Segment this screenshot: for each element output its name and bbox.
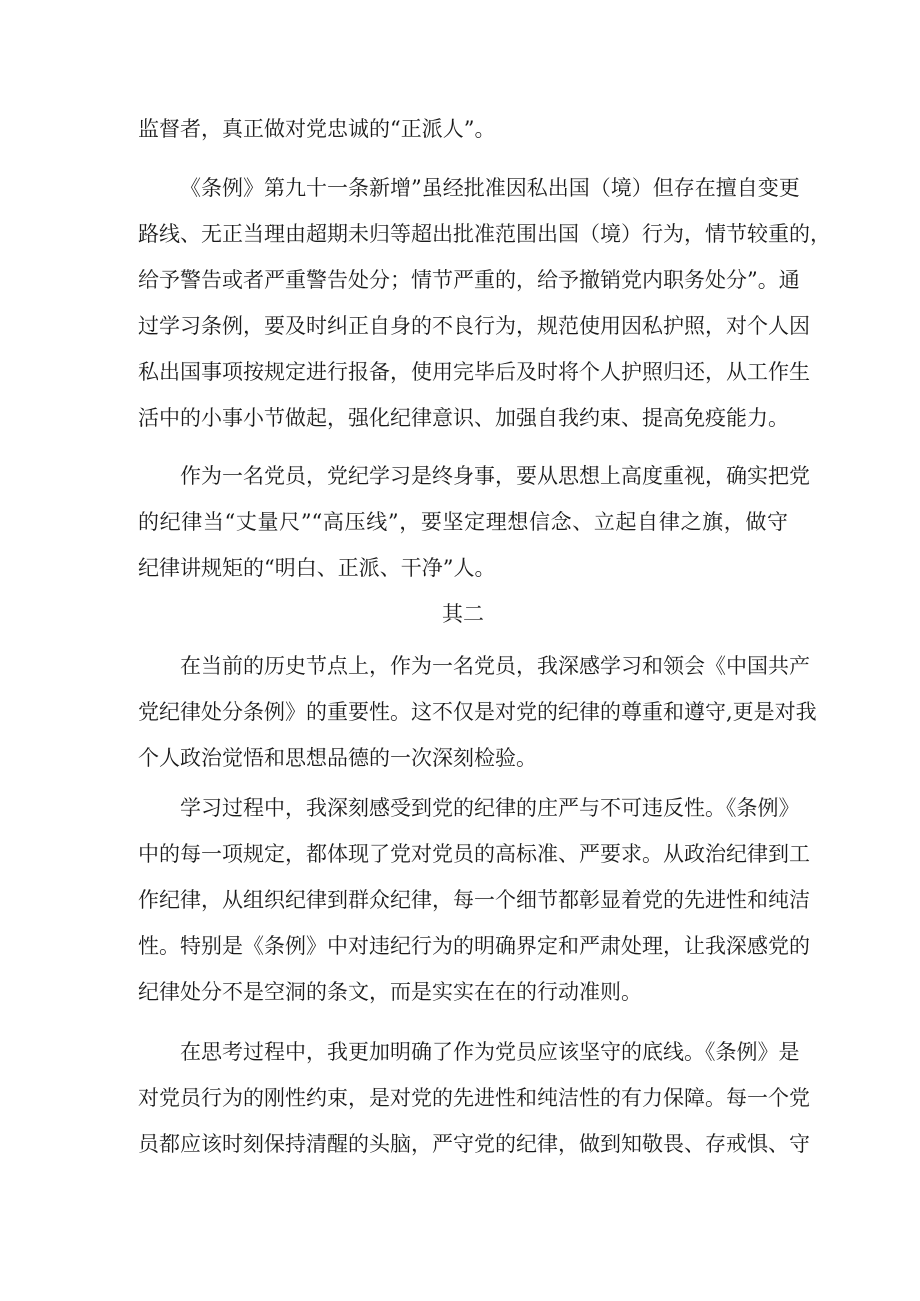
text-line: 纪律处分不是空洞的条文，而是实实在在的行动准则。 xyxy=(138,980,642,1004)
text-line: 性。特别是《条例》中对违纪行为的明确界定和严肃处理，让我深感党的 xyxy=(138,934,810,958)
paragraph-first-line: 在当前的历史节点上，作为一名党员，我深感学习和领会《中国共产 xyxy=(180,654,810,678)
paragraph-first-line: 作为一名党员，党纪学习是终身事，要从思想上高度重视，确实把党 xyxy=(180,464,810,488)
paragraph-first-line: 学习过程中，我深刻感受到党的纪律的庄严与不可违反性。《条例》 xyxy=(180,796,800,820)
text-line: 个人政治觉悟和思想品德的一次深刻检验。 xyxy=(138,746,537,770)
section-heading: 其二 xyxy=(442,602,484,626)
text-line: 路线、无正当理由超期未归等超出批准范围出国（境）行为，情节较重的， xyxy=(138,222,831,246)
text-line: 的纪律当“丈量尺”“高压线”，要坚定理想信念、立起自律之旗，做守 xyxy=(138,510,788,534)
text-line: 中的每一项规定，都体现了党对党员的高标准、严要求。从政治纪律到工 xyxy=(138,842,810,866)
text-line: 党纪律处分条例》的重要性。这不仅是对党的纪律的尊重和遵守,更是对我 xyxy=(138,700,817,724)
text-line: 纪律讲规矩的“明白、正派、干净”人。 xyxy=(138,556,496,580)
paragraph-first-line: 《条例》第九十一条新增”虽经批准因私出国（境）但存在擅自变更 xyxy=(180,176,800,200)
text-line: 活中的小事小节做起，强化纪律意识、加强自我约束、提高免疫能力。 xyxy=(138,406,789,430)
text-line: 作纪律，从组织纪律到群众纪律，每一个细节都彰显着党的先进性和纯洁 xyxy=(138,888,810,912)
text-line: 监督者，真正做对党忠诚的“正派人”。 xyxy=(138,117,496,141)
text-line: 员都应该时刻保持清醒的头脑，严守党的纪律，做到知敬畏、存戒惧、守 xyxy=(138,1132,810,1156)
text-line: 过学习条例，要及时纠正自身的不良行为，规范使用因私护照，对个人因 xyxy=(138,314,810,338)
text-line: 私出国事项按规定进行报备，使用完毕后及时将个人护照归还，从工作生 xyxy=(138,360,810,384)
text-line: 给予警告或者严重警告处分；情节严重的，给予撤销党内职务处分”。通 xyxy=(138,268,800,292)
text-line: 对党员行为的刚性约束，是对党的先进性和纯洁性的有力保障。每一个党 xyxy=(138,1086,810,1110)
paragraph-first-line: 在思考过程中，我更加明确了作为党员应该坚守的底线。《条例》是 xyxy=(180,1040,800,1064)
